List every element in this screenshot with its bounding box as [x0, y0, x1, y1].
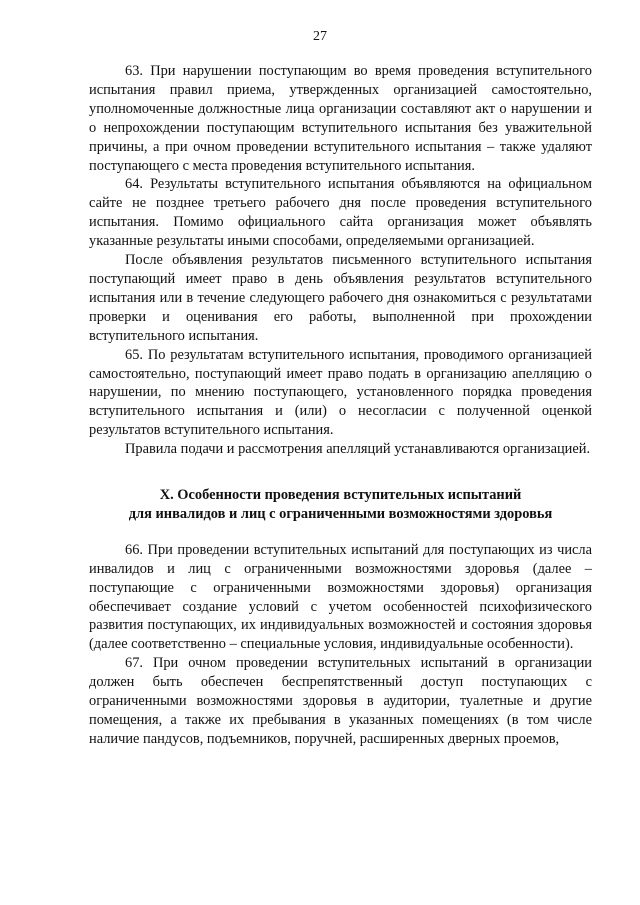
section-heading: [89, 486, 592, 524]
page-number: 27: [313, 29, 327, 44]
paragraph-63: 63. При нарушении поступающим во время проведения вступительного испытания правил приема, утвержденных организацией самостоятельно, уполномоченные должностные лица организации составляют акт о нарушении и о непрохождении поступающим вступительного испытания без уважительной причины, а при очном проведении вступительного испытания – также удаляют поступающего с места проведения вступительного испытания.: [89, 63, 592, 174]
section-heading-line-1: X. Особенности проведения вступительных испытаний: [159, 487, 522, 504]
paragraph-appeal-rules: Правила подачи и рассмотрения апелляций устанавливаются организацией.: [125, 441, 591, 458]
paragraph-results-review: После объявления результатов письменного вступительного испытания поступающий имеет право в день объявления результатов вступительного испытания или в течение следующего рабочего дня ознакомиться с результатами проверки и оценивания его работы, выполненной при прохождении вступительного испытания.: [89, 252, 592, 344]
paragraph-66: 66. При проведении вступительных испытаний для поступающих из числа инвалидов и лиц с ограниченными возможностями здоровья (далее – поступающие с ограниченными возможностями здоровья) организация обеспечивает создание условий с учетом особенностей психофизического развития поступающих, их индивидуальных возможностей и состояния здоровья (далее соответственно – специальные условия, индивидуальные особенности).: [89, 541, 592, 653]
paragraph-65: 65. По результатам вступительного испытания, проводимого организацией самостоятельно, поступающий имеет право подать в организацию апелляцию о нарушении, по мнению поступающего, установленного порядка проведения вступительного испытания и (или) о несогласии с полученной оценкой результатов вступительного испытания.: [89, 346, 592, 439]
paragraph-67: 67. При очном проведении вступительных испытаний в организации должен быть обеспечен беспрепятственный доступ поступающих с ограниченными возможностями здоровья в аудитории, туалетные и другие помещения, а также их пребывания в указанных помещениях (в том числе наличие пандусов, подъемников, поручней, расширенных дверных проемов,: [89, 655, 592, 747]
paragraph-64: 64. Результаты вступительного испытания объявляются на официальном сайте не позднее третьего рабочего дня после проведения вступительного испытания. Помимо официального сайта организация может объявлять указанные результаты иными способами, определяемыми организацией.: [89, 176, 592, 250]
document-body: [89, 62, 592, 749]
section-heading-line-2: для инвалидов и лиц с ограниченными возможностями здоровья: [128, 505, 553, 522]
